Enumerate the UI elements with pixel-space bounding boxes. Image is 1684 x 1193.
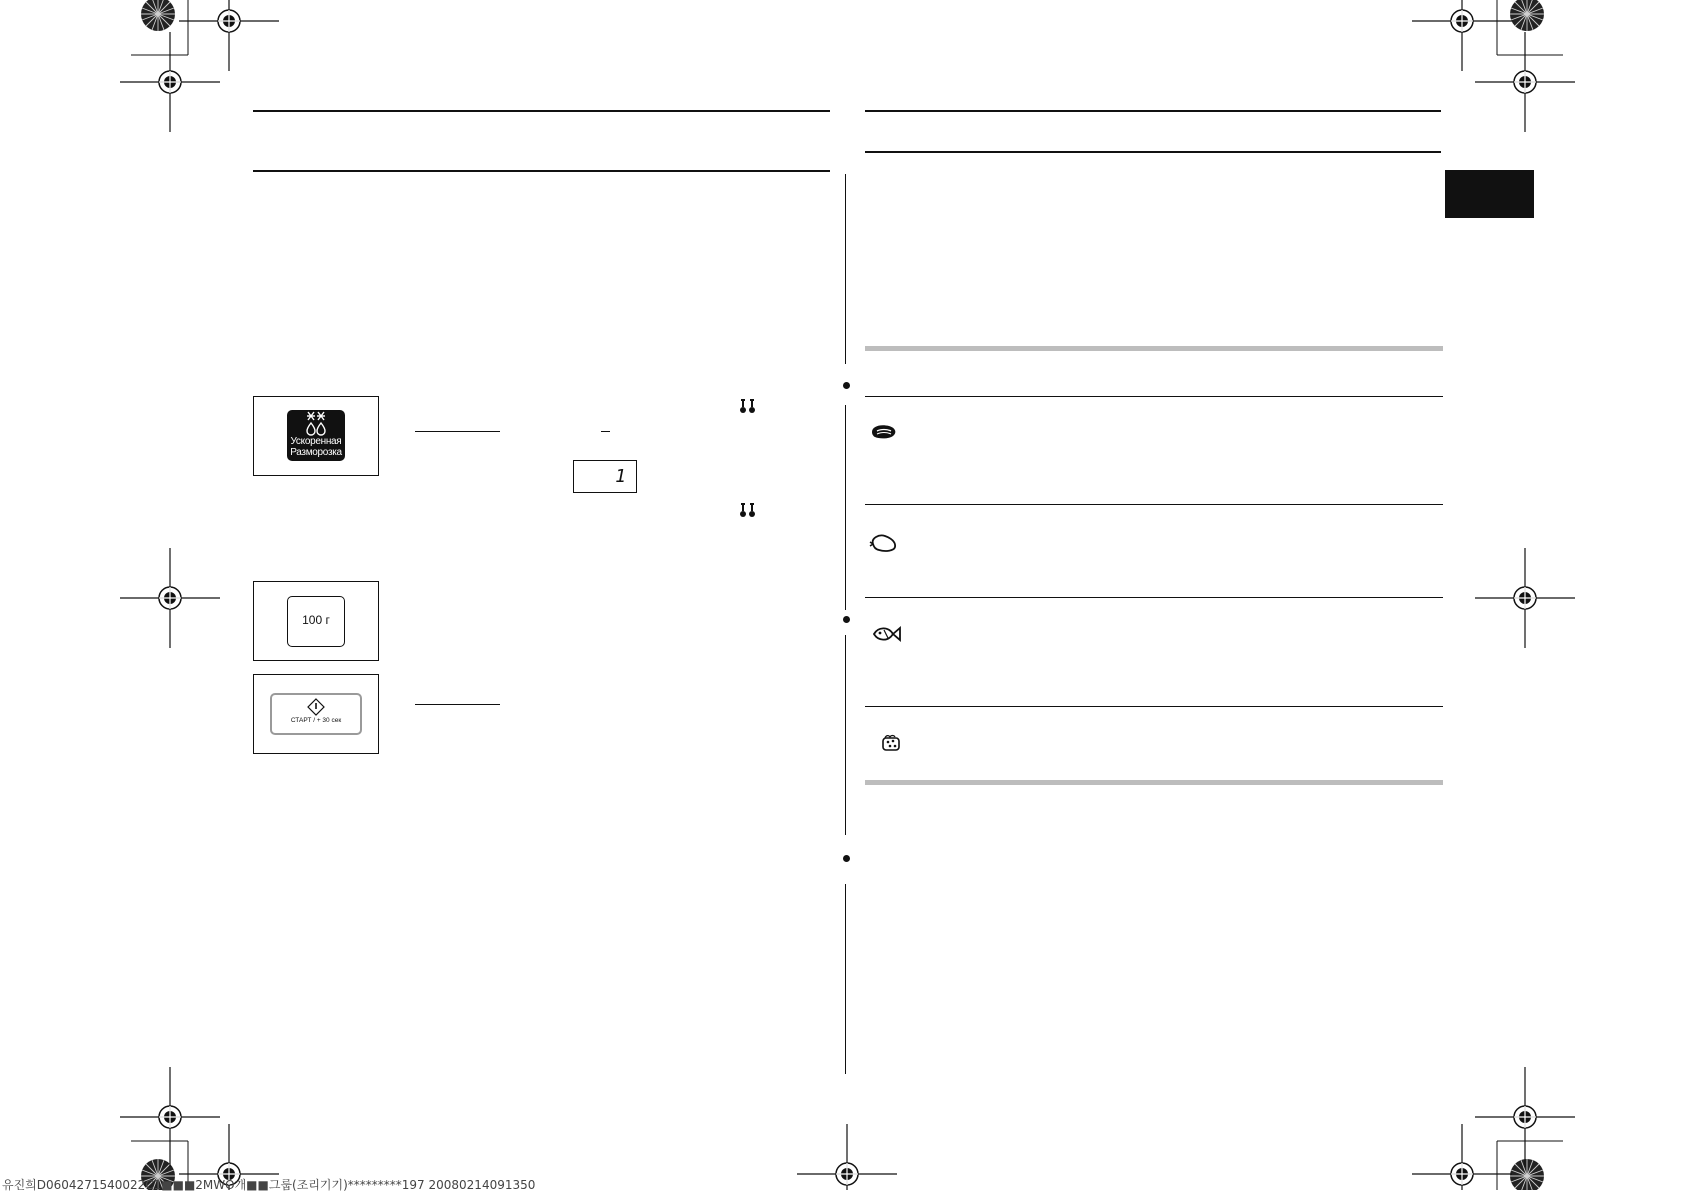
column-divider-middle	[845, 405, 846, 610]
column-divider-upper	[845, 174, 846, 364]
print-job-footer: 유진희D0604271540022C1■■■2MWO개■■그룹(조리기기)*********197 20080214091350	[2, 1178, 536, 1192]
meat-steak-icon	[869, 423, 899, 441]
bullet-dot	[843, 616, 850, 623]
table-row-rule	[865, 597, 1443, 598]
start-button-panel	[253, 674, 379, 754]
weight-button[interactable]	[287, 596, 345, 647]
display-value: 1	[615, 466, 626, 487]
start-button[interactable]	[270, 693, 362, 735]
text-underline-1	[415, 431, 500, 432]
weight-button-label: 100 г	[302, 613, 330, 627]
bullet-dot	[843, 382, 850, 389]
table-bottom-rule	[865, 780, 1443, 785]
start-diamond-icon	[272, 697, 360, 717]
fish-icon	[872, 624, 902, 644]
power-defrost-button[interactable]	[287, 410, 345, 461]
column-divider-bottom	[845, 884, 846, 1074]
display-readout	[573, 460, 637, 493]
power-defrost-label-line2: Разморозка	[290, 447, 342, 458]
poultry-icon	[869, 532, 899, 554]
power-defrost-button-panel	[253, 396, 379, 476]
language-tab	[1445, 170, 1534, 218]
power-defrost-label-line1: Ускоренная	[290, 436, 342, 447]
table-header-rule	[865, 396, 1443, 397]
table-row-rule	[865, 504, 1443, 505]
right-header-rule-top	[865, 110, 1441, 112]
weight-button-panel	[253, 581, 379, 661]
defrost-indicator-icon	[739, 398, 757, 414]
left-header-rule-bottom	[253, 170, 830, 172]
column-divider-lower	[845, 635, 846, 835]
left-header-rule-top	[253, 110, 830, 112]
right-header-rule-bottom	[865, 151, 1441, 153]
table-row-rule	[865, 706, 1443, 707]
text-underline-2	[415, 704, 500, 705]
text-underline-dash	[601, 431, 610, 432]
table-top-rule	[865, 346, 1443, 351]
snowflake-drops-icon	[287, 410, 345, 436]
defrost-indicator-icon	[739, 502, 757, 518]
bread-cake-icon	[880, 733, 902, 753]
start-button-label: СТАРТ / + 30 сек	[290, 717, 342, 724]
bullet-dot	[843, 855, 850, 862]
